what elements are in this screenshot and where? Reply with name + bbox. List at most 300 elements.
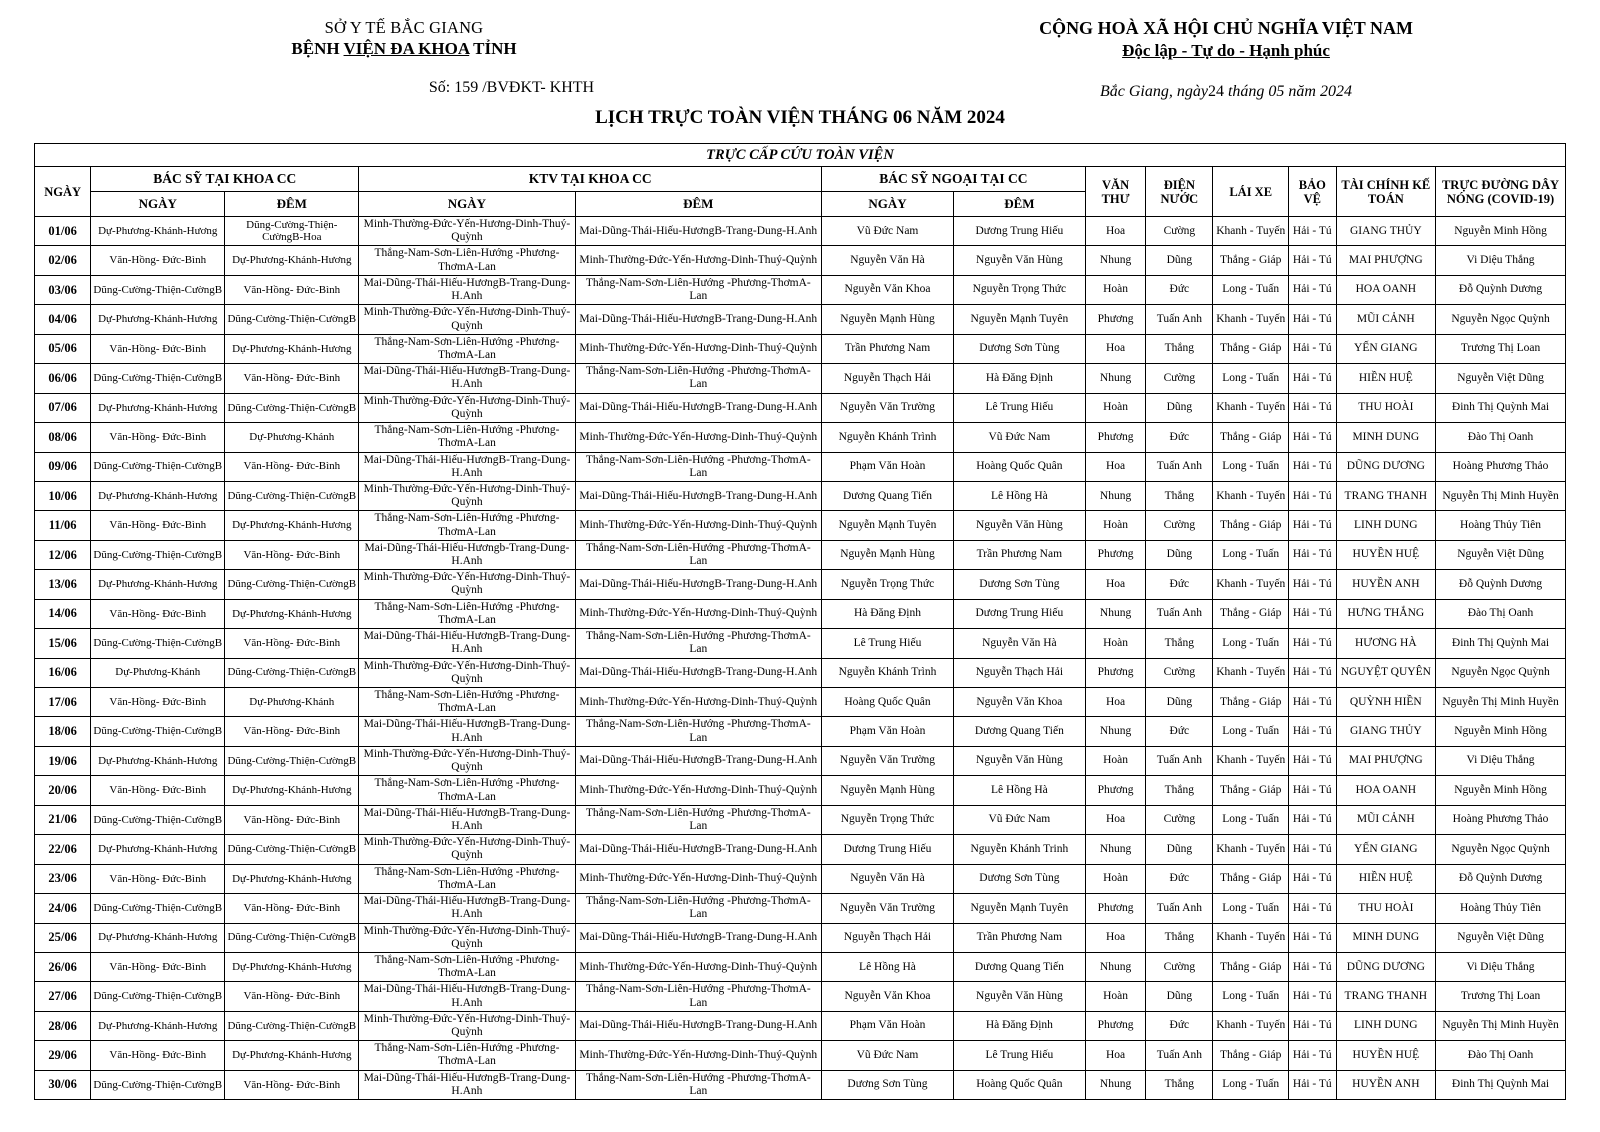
row-ngoai-ngay: Nguyễn Văn Trường <box>822 894 954 923</box>
row-bs-ngay: Văn-Hồng- Đức-Bình <box>91 1041 225 1070</box>
row-van-thu: Hoàn <box>1085 982 1146 1011</box>
row-lai-xe: Khanh - Tuyến <box>1213 1011 1289 1040</box>
row-ngoai-ngay: Nguyễn Văn Trường <box>822 746 954 775</box>
row-ngoai-ngay: Nguyễn Khánh Trình <box>822 658 954 687</box>
row-dien-nuoc: Thắng <box>1146 923 1213 952</box>
row-tai-chinh: HUYỀN ANH <box>1336 1070 1435 1099</box>
row-ngoai-dem: Vũ Đức Nam <box>953 423 1085 452</box>
row-bao-ve: Hải - Tú <box>1289 805 1337 834</box>
row-dien-nuoc: Dũng <box>1146 982 1213 1011</box>
row-ngoai-ngay: Nguyễn Mạnh Hùng <box>822 776 954 805</box>
row-ngoai-dem: Vũ Đức Nam <box>953 805 1085 834</box>
row-ngoai-ngay: Vũ Đức Nam <box>822 217 954 246</box>
row-hotline: Nguyễn Ngọc Quỳnh <box>1436 658 1566 687</box>
row-dien-nuoc: Đức <box>1146 717 1213 746</box>
row-lai-xe: Thắng - Giáp <box>1213 246 1289 275</box>
row-day: 14/06 <box>35 599 91 628</box>
row-van-thu: Nhung <box>1085 599 1146 628</box>
row-bao-ve: Hải - Tú <box>1289 776 1337 805</box>
row-ngoai-ngay: Phạm Văn Hoàn <box>822 1011 954 1040</box>
row-bao-ve: Hải - Tú <box>1289 835 1337 864</box>
row-bs-dem: Dự-Phương-Khánh-Hương <box>225 952 359 981</box>
row-ngoai-dem: Nguyễn Văn Hà <box>953 629 1085 658</box>
row-tai-chinh: HOA OANH <box>1336 776 1435 805</box>
row-tai-chinh: MŨI CẢNH <box>1336 305 1435 334</box>
row-bao-ve: Hải - Tú <box>1289 393 1337 422</box>
row-day: 13/06 <box>35 570 91 599</box>
row-ngoai-ngay: Lê Hồng Hà <box>822 952 954 981</box>
row-ktv-dem: Minh-Thường-Đức-Yến-Hương-Dinh-Thuý-Quỳnh <box>575 688 822 717</box>
table-row <box>35 658 1566 687</box>
row-ngoai-dem: Hoàng Quốc Quân <box>953 452 1085 481</box>
row-dien-nuoc: Thắng <box>1146 776 1213 805</box>
row-ngoai-dem: Nguyễn Thạch Hải <box>953 658 1085 687</box>
row-bao-ve: Hải - Tú <box>1289 746 1337 775</box>
table-row <box>35 393 1566 422</box>
row-ktv-dem: Minh-Thường-Đức-Yến-Hương-Dinh-Thuý-Quỳnh <box>575 246 822 275</box>
row-ngoai-ngay: Hoàng Quốc Quân <box>822 688 954 717</box>
row-bs-ngay: Văn-Hồng- Đức-Bình <box>91 511 225 540</box>
table-row <box>35 305 1566 334</box>
row-bs-ngay: Dự-Phương-Khánh-Hương <box>91 1011 225 1040</box>
row-day: 28/06 <box>35 1011 91 1040</box>
row-ktv-dem: Thắng-Nam-Sơn-Liên-Hướng -Phương-ThơmA-Lan <box>575 540 822 569</box>
row-ktv-ngay: Minh-Thường-Đức-Yến-Hương-Dinh-Thuý-Quỳnh <box>359 217 575 246</box>
row-ngoai-dem: Nguyễn Văn Khoa <box>953 688 1085 717</box>
hospital-name-part3: TỈNH <box>469 39 517 58</box>
row-day: 26/06 <box>35 952 91 981</box>
row-ktv-dem: Minh-Thường-Đức-Yến-Hương-Dinh-Thuý-Quỳnh <box>575 511 822 540</box>
row-bao-ve: Hải - Tú <box>1289 275 1337 304</box>
row-ktv-dem: Thắng-Nam-Sơn-Liên-Hướng -Phương-ThơmA-Lan <box>575 364 822 393</box>
row-hotline: Nguyễn Minh Hồng <box>1436 776 1566 805</box>
row-van-thu: Nhung <box>1085 364 1146 393</box>
row-van-thu: Phương <box>1085 305 1146 334</box>
row-tai-chinh: HƯƠNG HÀ <box>1336 629 1435 658</box>
row-tai-chinh: MINH DUNG <box>1336 923 1435 952</box>
row-bs-dem: Dũng-Cường-Thiện-CườngB <box>225 1011 359 1040</box>
hospital-name-part1: BỆNH <box>291 39 344 58</box>
row-hotline: Nguyễn Thị Minh Huyền <box>1436 1011 1566 1040</box>
row-day: 29/06 <box>35 1041 91 1070</box>
table-row <box>35 776 1566 805</box>
col-header-ngoai-ngay: NGÀY <box>822 192 954 217</box>
row-lai-xe: Long - Tuấn <box>1213 364 1289 393</box>
row-ngoai-dem: Lê Hồng Hà <box>953 481 1085 510</box>
row-tai-chinh: GIANG THỦY <box>1336 217 1435 246</box>
row-bao-ve: Hải - Tú <box>1289 246 1337 275</box>
row-lai-xe: Khanh - Tuyến <box>1213 393 1289 422</box>
col-group-ktv-cc: KTV TẠI KHOA CC <box>359 167 822 192</box>
row-ngoai-ngay: Nguyễn Khánh Trình <box>822 423 954 452</box>
row-ktv-dem: Thắng-Nam-Sơn-Liên-Hướng -Phương-ThơmA-Lan <box>575 982 822 1011</box>
row-day: 05/06 <box>35 334 91 363</box>
row-bao-ve: Hải - Tú <box>1289 982 1337 1011</box>
row-ktv-dem: Mai-Dũng-Thái-Hiếu-HươngB-Trang-Dung-H.Anh <box>575 1011 822 1040</box>
row-ngoai-ngay: Nguyễn Thạch Hải <box>822 923 954 952</box>
col-header-day: NGÀY <box>35 167 91 217</box>
row-bs-ngay: Văn-Hồng- Đức-Bình <box>91 334 225 363</box>
date-day: 24 <box>1207 83 1224 100</box>
row-van-thu: Phương <box>1085 1011 1146 1040</box>
row-dien-nuoc: Tuấn Anh <box>1146 599 1213 628</box>
row-van-thu: Nhung <box>1085 835 1146 864</box>
row-ngoai-dem: Lê Hồng Hà <box>953 776 1085 805</box>
row-hotline: Hoàng Phương Thảo <box>1436 805 1566 834</box>
row-bs-dem: Văn-Hồng- Đức-Bình <box>225 982 359 1011</box>
row-hotline: Vi Diệu Thắng <box>1436 746 1566 775</box>
row-ktv-dem: Mai-Dũng-Thái-Hiếu-HươngB-Trang-Dung-H.Anh <box>575 658 822 687</box>
band-title: TRỰC CẤP CỨU TOÀN VIỆN <box>35 144 1566 167</box>
row-day: 03/06 <box>35 275 91 304</box>
row-dien-nuoc: Thắng <box>1146 334 1213 363</box>
row-dien-nuoc: Cường <box>1146 658 1213 687</box>
row-bao-ve: Hải - Tú <box>1289 217 1337 246</box>
row-lai-xe: Long - Tuấn <box>1213 1070 1289 1099</box>
row-bs-ngay: Dự-Phương-Khánh <box>91 658 225 687</box>
row-ngoai-dem: Hoàng Quốc Quân <box>953 1070 1085 1099</box>
row-tai-chinh: HUYỀN HUỆ <box>1336 1041 1435 1070</box>
table-head <box>35 144 1566 217</box>
row-van-thu: Phương <box>1085 776 1146 805</box>
table-row <box>35 423 1566 452</box>
row-bao-ve: Hải - Tú <box>1289 629 1337 658</box>
row-lai-xe: Thắng - Giáp <box>1213 334 1289 363</box>
row-ngoai-dem: Trần Phương Nam <box>953 923 1085 952</box>
row-ktv-ngay: Mai-Dũng-Thái-Hiếu-HươngB-Trang-Dung-H.Anh <box>359 982 575 1011</box>
row-ktv-ngay: Mai-Dũng-Thái-Hiếu-HươngB-Trang-Dung-H.Anh <box>359 364 575 393</box>
row-ktv-ngay: Mai-Dũng-Thái-Hiếu-HươngB-Trang-Dung-H.Anh <box>359 1070 575 1099</box>
col-header-ngoai-dem: ĐÊM <box>953 192 1085 217</box>
table-row <box>35 334 1566 363</box>
table-row <box>35 952 1566 981</box>
row-ktv-ngay: Thắng-Nam-Sơn-Liên-Hướng -Phương-ThơmA-Lan <box>359 334 575 363</box>
row-lai-xe: Long - Tuấn <box>1213 894 1289 923</box>
row-bs-ngay: Văn-Hồng- Đức-Bình <box>91 246 225 275</box>
row-tai-chinh: TRANG THANH <box>1336 481 1435 510</box>
col-group-bs-cc: BÁC SỸ TẠI KHOA CC <box>91 167 359 192</box>
table-row <box>35 629 1566 658</box>
row-dien-nuoc: Cường <box>1146 217 1213 246</box>
row-bs-dem: Văn-Hồng- Đức-Bình <box>225 629 359 658</box>
national-heading-block <box>886 18 1566 101</box>
row-ngoai-dem: Dương Quang Tiến <box>953 717 1085 746</box>
row-dien-nuoc: Dũng <box>1146 540 1213 569</box>
row-hotline: Đào Thị Oanh <box>1436 599 1566 628</box>
row-dien-nuoc: Tuấn Anh <box>1146 452 1213 481</box>
national-motto <box>886 41 1566 61</box>
table-row <box>35 364 1566 393</box>
row-day: 09/06 <box>35 452 91 481</box>
row-day: 22/06 <box>35 835 91 864</box>
row-lai-xe: Long - Tuấn <box>1213 540 1289 569</box>
row-dien-nuoc: Dũng <box>1146 835 1213 864</box>
row-dien-nuoc: Tuấn Anh <box>1146 894 1213 923</box>
row-van-thu: Hoa <box>1085 217 1146 246</box>
row-bao-ve: Hải - Tú <box>1289 658 1337 687</box>
row-bs-dem: Dũng-Cường-Thiện-CườngB <box>225 835 359 864</box>
row-van-thu: Phương <box>1085 423 1146 452</box>
row-ktv-ngay: Mai-Dũng-Thái-Hiếu-HươngB-Trang-Dung-H.Anh <box>359 894 575 923</box>
date-prefix: Bắc Giang, ngày <box>1100 83 1208 100</box>
row-hotline: Trương Thị Loan <box>1436 334 1566 363</box>
row-ngoai-ngay: Nguyễn Mạnh Hùng <box>822 540 954 569</box>
row-tai-chinh: LINH DUNG <box>1336 511 1435 540</box>
row-hotline: Nguyễn Thị Minh Huyền <box>1436 688 1566 717</box>
row-hotline: Hoàng Phương Thảo <box>1436 452 1566 481</box>
row-lai-xe: Thắng - Giáp <box>1213 952 1289 981</box>
row-ktv-dem: Minh-Thường-Đức-Yến-Hương-Dinh-Thuý-Quỳnh <box>575 1041 822 1070</box>
row-lai-xe: Khanh - Tuyến <box>1213 835 1289 864</box>
row-tai-chinh: HUYỀN HUỆ <box>1336 540 1435 569</box>
row-ktv-dem: Mai-Dũng-Thái-Hiếu-HươngB-Trang-Dung-H.Anh <box>575 923 822 952</box>
row-bao-ve: Hải - Tú <box>1289 599 1337 628</box>
row-ngoai-ngay: Nguyễn Thạch Hải <box>822 364 954 393</box>
row-day: 10/06 <box>35 481 91 510</box>
row-bs-dem: Dự-Phương-Khánh-Hương <box>225 599 359 628</box>
table-band-row <box>35 144 1566 167</box>
row-ngoai-ngay: Nguyễn Văn Hà <box>822 864 954 893</box>
row-bao-ve: Hải - Tú <box>1289 1011 1337 1040</box>
row-tai-chinh: MINH DUNG <box>1336 423 1435 452</box>
row-bs-dem: Dũng-Cường-Thiện-CườngB <box>225 746 359 775</box>
row-tai-chinh: HUYỀN ANH <box>1336 570 1435 599</box>
national-motto-text: Độc lập - Tự do - Hạnh phúc <box>1122 41 1330 60</box>
row-bao-ve: Hải - Tú <box>1289 1041 1337 1070</box>
row-tai-chinh: QUỲNH HIỀN <box>1336 688 1435 717</box>
row-ktv-dem: Minh-Thường-Đức-Yến-Hương-Dinh-Thuý-Quỳnh <box>575 599 822 628</box>
table-row <box>35 275 1566 304</box>
row-ngoai-dem: Trần Phương Nam <box>953 540 1085 569</box>
row-day: 19/06 <box>35 746 91 775</box>
row-tai-chinh: HIỀN HUỆ <box>1336 364 1435 393</box>
row-dien-nuoc: Thắng <box>1146 629 1213 658</box>
row-ktv-ngay: Mai-Dũng-Thái-Hiếu-HươngB-Trang-Dung-H.Anh <box>359 805 575 834</box>
row-tai-chinh: MAI PHƯỢNG <box>1336 746 1435 775</box>
row-bs-dem: Văn-Hồng- Đức-Bình <box>225 894 359 923</box>
row-ktv-ngay: Minh-Thường-Đức-Yến-Hương-Dinh-Thuý-Quỳnh <box>359 923 575 952</box>
row-ktv-dem: Mai-Dũng-Thái-Hiếu-HươngB-Trang-Dung-H.Anh <box>575 570 822 599</box>
row-day: 25/06 <box>35 923 91 952</box>
row-hotline: Vi Diệu Thắng <box>1436 952 1566 981</box>
row-van-thu: Hoàn <box>1085 629 1146 658</box>
row-hotline: Nguyễn Việt Dũng <box>1436 923 1566 952</box>
page-title: LỊCH TRỰC TOÀN VIỆN THÁNG 06 NĂM 2024 <box>595 107 1005 128</box>
row-bs-dem: Dũng-Cường-Thiện-CườngB-Hoa <box>225 217 359 246</box>
row-ngoai-ngay: Hà Đăng Định <box>822 599 954 628</box>
row-bs-ngay: Văn-Hồng- Đức-Bình <box>91 864 225 893</box>
row-bs-ngay: Dũng-Cường-Thiện-CườngB <box>91 452 225 481</box>
row-bs-ngay: Dũng-Cường-Thiện-CườngB <box>91 629 225 658</box>
row-hotline: Nguyễn Thị Minh Huyền <box>1436 481 1566 510</box>
row-dien-nuoc: Đức <box>1146 275 1213 304</box>
table-row <box>35 1041 1566 1070</box>
col-header-lai-xe: LÁI XE <box>1213 167 1289 217</box>
row-tai-chinh: YẾN GIANG <box>1336 835 1435 864</box>
row-ktv-ngay: Thắng-Nam-Sơn-Liên-Hướng -Phương-ThơmA-Lan <box>359 864 575 893</box>
row-day: 02/06 <box>35 246 91 275</box>
row-lai-xe: Long - Tuấn <box>1213 717 1289 746</box>
row-ktv-dem: Minh-Thường-Đức-Yến-Hương-Dinh-Thuý-Quỳnh <box>575 864 822 893</box>
col-header-hotline: TRỰC ĐƯỜNG DÂY NÓNG (COVID-19) <box>1436 167 1566 217</box>
row-ktv-dem: Mai-Dũng-Thái-Hiếu-HươngB-Trang-Dung-H.Anh <box>575 393 822 422</box>
row-dien-nuoc: Cường <box>1146 364 1213 393</box>
row-bs-ngay: Dũng-Cường-Thiện-CườngB <box>91 894 225 923</box>
row-day: 16/06 <box>35 658 91 687</box>
row-hotline: Vi Diệu Thắng <box>1436 246 1566 275</box>
row-bs-ngay: Dũng-Cường-Thiện-CườngB <box>91 805 225 834</box>
row-bao-ve: Hải - Tú <box>1289 864 1337 893</box>
row-hotline: Đinh Thị Quỳnh Mai <box>1436 1070 1566 1099</box>
row-bs-ngay: Văn-Hồng- Đức-Bình <box>91 599 225 628</box>
col-header-bs-ngay: NGÀY <box>91 192 225 217</box>
row-van-thu: Phương <box>1085 540 1146 569</box>
row-bao-ve: Hải - Tú <box>1289 717 1337 746</box>
row-bs-ngay: Dự-Phương-Khánh-Hương <box>91 835 225 864</box>
row-day: 23/06 <box>35 864 91 893</box>
row-ktv-dem: Mai-Dũng-Thái-Hiếu-HươngB-Trang-Dung-H.Anh <box>575 835 822 864</box>
row-bao-ve: Hải - Tú <box>1289 1070 1337 1099</box>
table-row <box>35 805 1566 834</box>
row-van-thu: Hoa <box>1085 570 1146 599</box>
row-ngoai-dem: Nguyễn Mạnh Tuyên <box>953 305 1085 334</box>
row-bs-dem: Dũng-Cường-Thiện-CườngB <box>225 658 359 687</box>
row-ktv-dem: Thắng-Nam-Sơn-Liên-Hướng -Phương-ThơmA-Lan <box>575 717 822 746</box>
row-ngoai-dem: Nguyễn Trọng Thức <box>953 275 1085 304</box>
table-row <box>35 1011 1566 1040</box>
row-ktv-dem: Mai-Dũng-Thái-Hiếu-HươngB-Trang-Dung-H.Anh <box>575 746 822 775</box>
row-lai-xe: Long - Tuấn <box>1213 629 1289 658</box>
row-dien-nuoc: Dũng <box>1146 246 1213 275</box>
row-dien-nuoc: Tuấn Anh <box>1146 1041 1213 1070</box>
row-day: 21/06 <box>35 805 91 834</box>
row-ngoai-dem: Lê Trung Hiếu <box>953 393 1085 422</box>
row-bs-dem: Dự-Phương-Khánh <box>225 688 359 717</box>
row-bao-ve: Hải - Tú <box>1289 305 1337 334</box>
row-bao-ve: Hải - Tú <box>1289 952 1337 981</box>
row-bao-ve: Hải - Tú <box>1289 481 1337 510</box>
row-bs-ngay: Văn-Hồng- Đức-Bình <box>91 423 225 452</box>
row-day: 06/06 <box>35 364 91 393</box>
row-bs-ngay: Dự-Phương-Khánh-Hương <box>91 481 225 510</box>
row-ngoai-ngay: Vũ Đức Nam <box>822 1041 954 1070</box>
row-hotline: Nguyễn Minh Hồng <box>1436 717 1566 746</box>
row-day: 08/06 <box>35 423 91 452</box>
row-ktv-ngay: Minh-Thường-Đức-Yến-Hương-Dinh-Thuý-Quỳnh <box>359 658 575 687</box>
row-van-thu: Nhung <box>1085 717 1146 746</box>
row-day: 27/06 <box>35 982 91 1011</box>
row-bs-dem: Dự-Phương-Khánh <box>225 423 359 452</box>
row-ngoai-dem: Dương Trung Hiếu <box>953 217 1085 246</box>
row-day: 07/06 <box>35 393 91 422</box>
row-van-thu: Hoa <box>1085 688 1146 717</box>
row-dien-nuoc: Đức <box>1146 864 1213 893</box>
row-bs-ngay: Dự-Phương-Khánh-Hương <box>91 305 225 334</box>
row-ktv-ngay: Minh-Thường-Đức-Yến-Hương-Dinh-Thuý-Quỳnh <box>359 1011 575 1040</box>
row-ktv-ngay: Thắng-Nam-Sơn-Liên-Hướng -Phương-ThơmA-Lan <box>359 688 575 717</box>
row-ngoai-dem: Dương Sơn Tùng <box>953 570 1085 599</box>
row-dien-nuoc: Tuấn Anh <box>1146 305 1213 334</box>
row-ngoai-dem: Dương Quang Tiến <box>953 952 1085 981</box>
row-ktv-ngay: Minh-Thường-Đức-Yến-Hương-Dinh-Thuý-Quỳnh <box>359 835 575 864</box>
row-ktv-dem: Thắng-Nam-Sơn-Liên-Hướng -Phương-ThơmA-Lan <box>575 275 822 304</box>
row-bao-ve: Hải - Tú <box>1289 894 1337 923</box>
row-van-thu: Hoàn <box>1085 864 1146 893</box>
row-ngoai-dem: Nguyễn Mạnh Tuyên <box>953 894 1085 923</box>
row-hotline: Đỗ Quỳnh Dương <box>1436 864 1566 893</box>
row-hotline: Nguyễn Minh Hồng <box>1436 217 1566 246</box>
row-lai-xe: Long - Tuấn <box>1213 275 1289 304</box>
row-tai-chinh: HIỀN HUỆ <box>1336 864 1435 893</box>
row-ktv-dem: Thắng-Nam-Sơn-Liên-Hướng -Phương-ThơmA-Lan <box>575 1070 822 1099</box>
row-ktv-dem: Thắng-Nam-Sơn-Liên-Hướng -Phương-ThơmA-Lan <box>575 629 822 658</box>
row-ktv-dem: Thắng-Nam-Sơn-Liên-Hướng -Phương-ThơmA-Lan <box>575 452 822 481</box>
row-bs-dem: Dũng-Cường-Thiện-CườngB <box>225 481 359 510</box>
row-ktv-ngay: Thắng-Nam-Sơn-Liên-Hướng -Phương-ThơmA-Lan <box>359 1041 575 1070</box>
row-ngoai-dem: Nguyễn Văn Hùng <box>953 511 1085 540</box>
row-bs-ngay: Văn-Hồng- Đức-Bình <box>91 952 225 981</box>
row-bs-dem: Văn-Hồng- Đức-Bình <box>225 1070 359 1099</box>
row-ngoai-dem: Lê Trung Hiếu <box>953 1041 1085 1070</box>
table-row <box>35 511 1566 540</box>
row-ktv-ngay: Mai-Dũng-Thái-Hiếu-HươngB-Trang-Dung-H.Anh <box>359 717 575 746</box>
col-header-ktv-dem: ĐÊM <box>575 192 822 217</box>
row-hotline: Hoàng Thủy Tiên <box>1436 511 1566 540</box>
row-dien-nuoc: Dũng <box>1146 688 1213 717</box>
table-row <box>35 717 1566 746</box>
row-dien-nuoc: Đức <box>1146 423 1213 452</box>
row-ngoai-ngay: Lê Trung Hiếu <box>822 629 954 658</box>
row-bs-dem: Dự-Phương-Khánh-Hương <box>225 1041 359 1070</box>
row-bao-ve: Hải - Tú <box>1289 423 1337 452</box>
row-lai-xe: Khanh - Tuyến <box>1213 923 1289 952</box>
table-row <box>35 688 1566 717</box>
row-day: 20/06 <box>35 776 91 805</box>
hospital-name <box>54 39 754 59</box>
row-lai-xe: Long - Tuấn <box>1213 982 1289 1011</box>
row-van-thu: Hoa <box>1085 334 1146 363</box>
row-hotline: Đào Thị Oanh <box>1436 1041 1566 1070</box>
row-lai-xe: Long - Tuấn <box>1213 452 1289 481</box>
row-bs-ngay: Dự-Phương-Khánh-Hương <box>91 570 225 599</box>
table-body <box>35 217 1566 1100</box>
row-van-thu: Phương <box>1085 658 1146 687</box>
place-date-line <box>886 83 1566 101</box>
date-suffix: tháng 05 năm 2024 <box>1223 83 1352 100</box>
row-hotline: Đinh Thị Quỳnh Mai <box>1436 629 1566 658</box>
row-bao-ve: Hải - Tú <box>1289 923 1337 952</box>
row-van-thu: Phương <box>1085 894 1146 923</box>
row-lai-xe: Khanh - Tuyến <box>1213 217 1289 246</box>
row-dien-nuoc: Đức <box>1146 570 1213 599</box>
row-tai-chinh: HƯNG THẮNG <box>1336 599 1435 628</box>
row-van-thu: Hoa <box>1085 452 1146 481</box>
row-bs-ngay: Dũng-Cường-Thiện-CườngB <box>91 717 225 746</box>
row-bs-ngay: Văn-Hồng- Đức-Bình <box>91 688 225 717</box>
row-van-thu: Nhung <box>1085 952 1146 981</box>
row-ktv-ngay: Thắng-Nam-Sơn-Liên-Hướng -Phương-ThơmA-Lan <box>359 511 575 540</box>
row-ktv-dem: Minh-Thường-Đức-Yến-Hương-Dinh-Thuý-Quỳnh <box>575 423 822 452</box>
table-row <box>35 540 1566 569</box>
row-ktv-ngay: Thắng-Nam-Sơn-Liên-Hướng -Phương-ThơmA-Lan <box>359 952 575 981</box>
row-bs-dem: Văn-Hồng- Đức-Bình <box>225 805 359 834</box>
row-dien-nuoc: Thắng <box>1146 481 1213 510</box>
row-lai-xe: Thắng - Giáp <box>1213 776 1289 805</box>
row-ngoai-dem: Nguyễn Khánh Trinh <box>953 835 1085 864</box>
row-ngoai-ngay: Nguyễn Văn Trường <box>822 393 954 422</box>
row-bs-ngay: Dũng-Cường-Thiện-CườngB <box>91 982 225 1011</box>
row-ngoai-ngay: Dương Quang Tiến <box>822 481 954 510</box>
